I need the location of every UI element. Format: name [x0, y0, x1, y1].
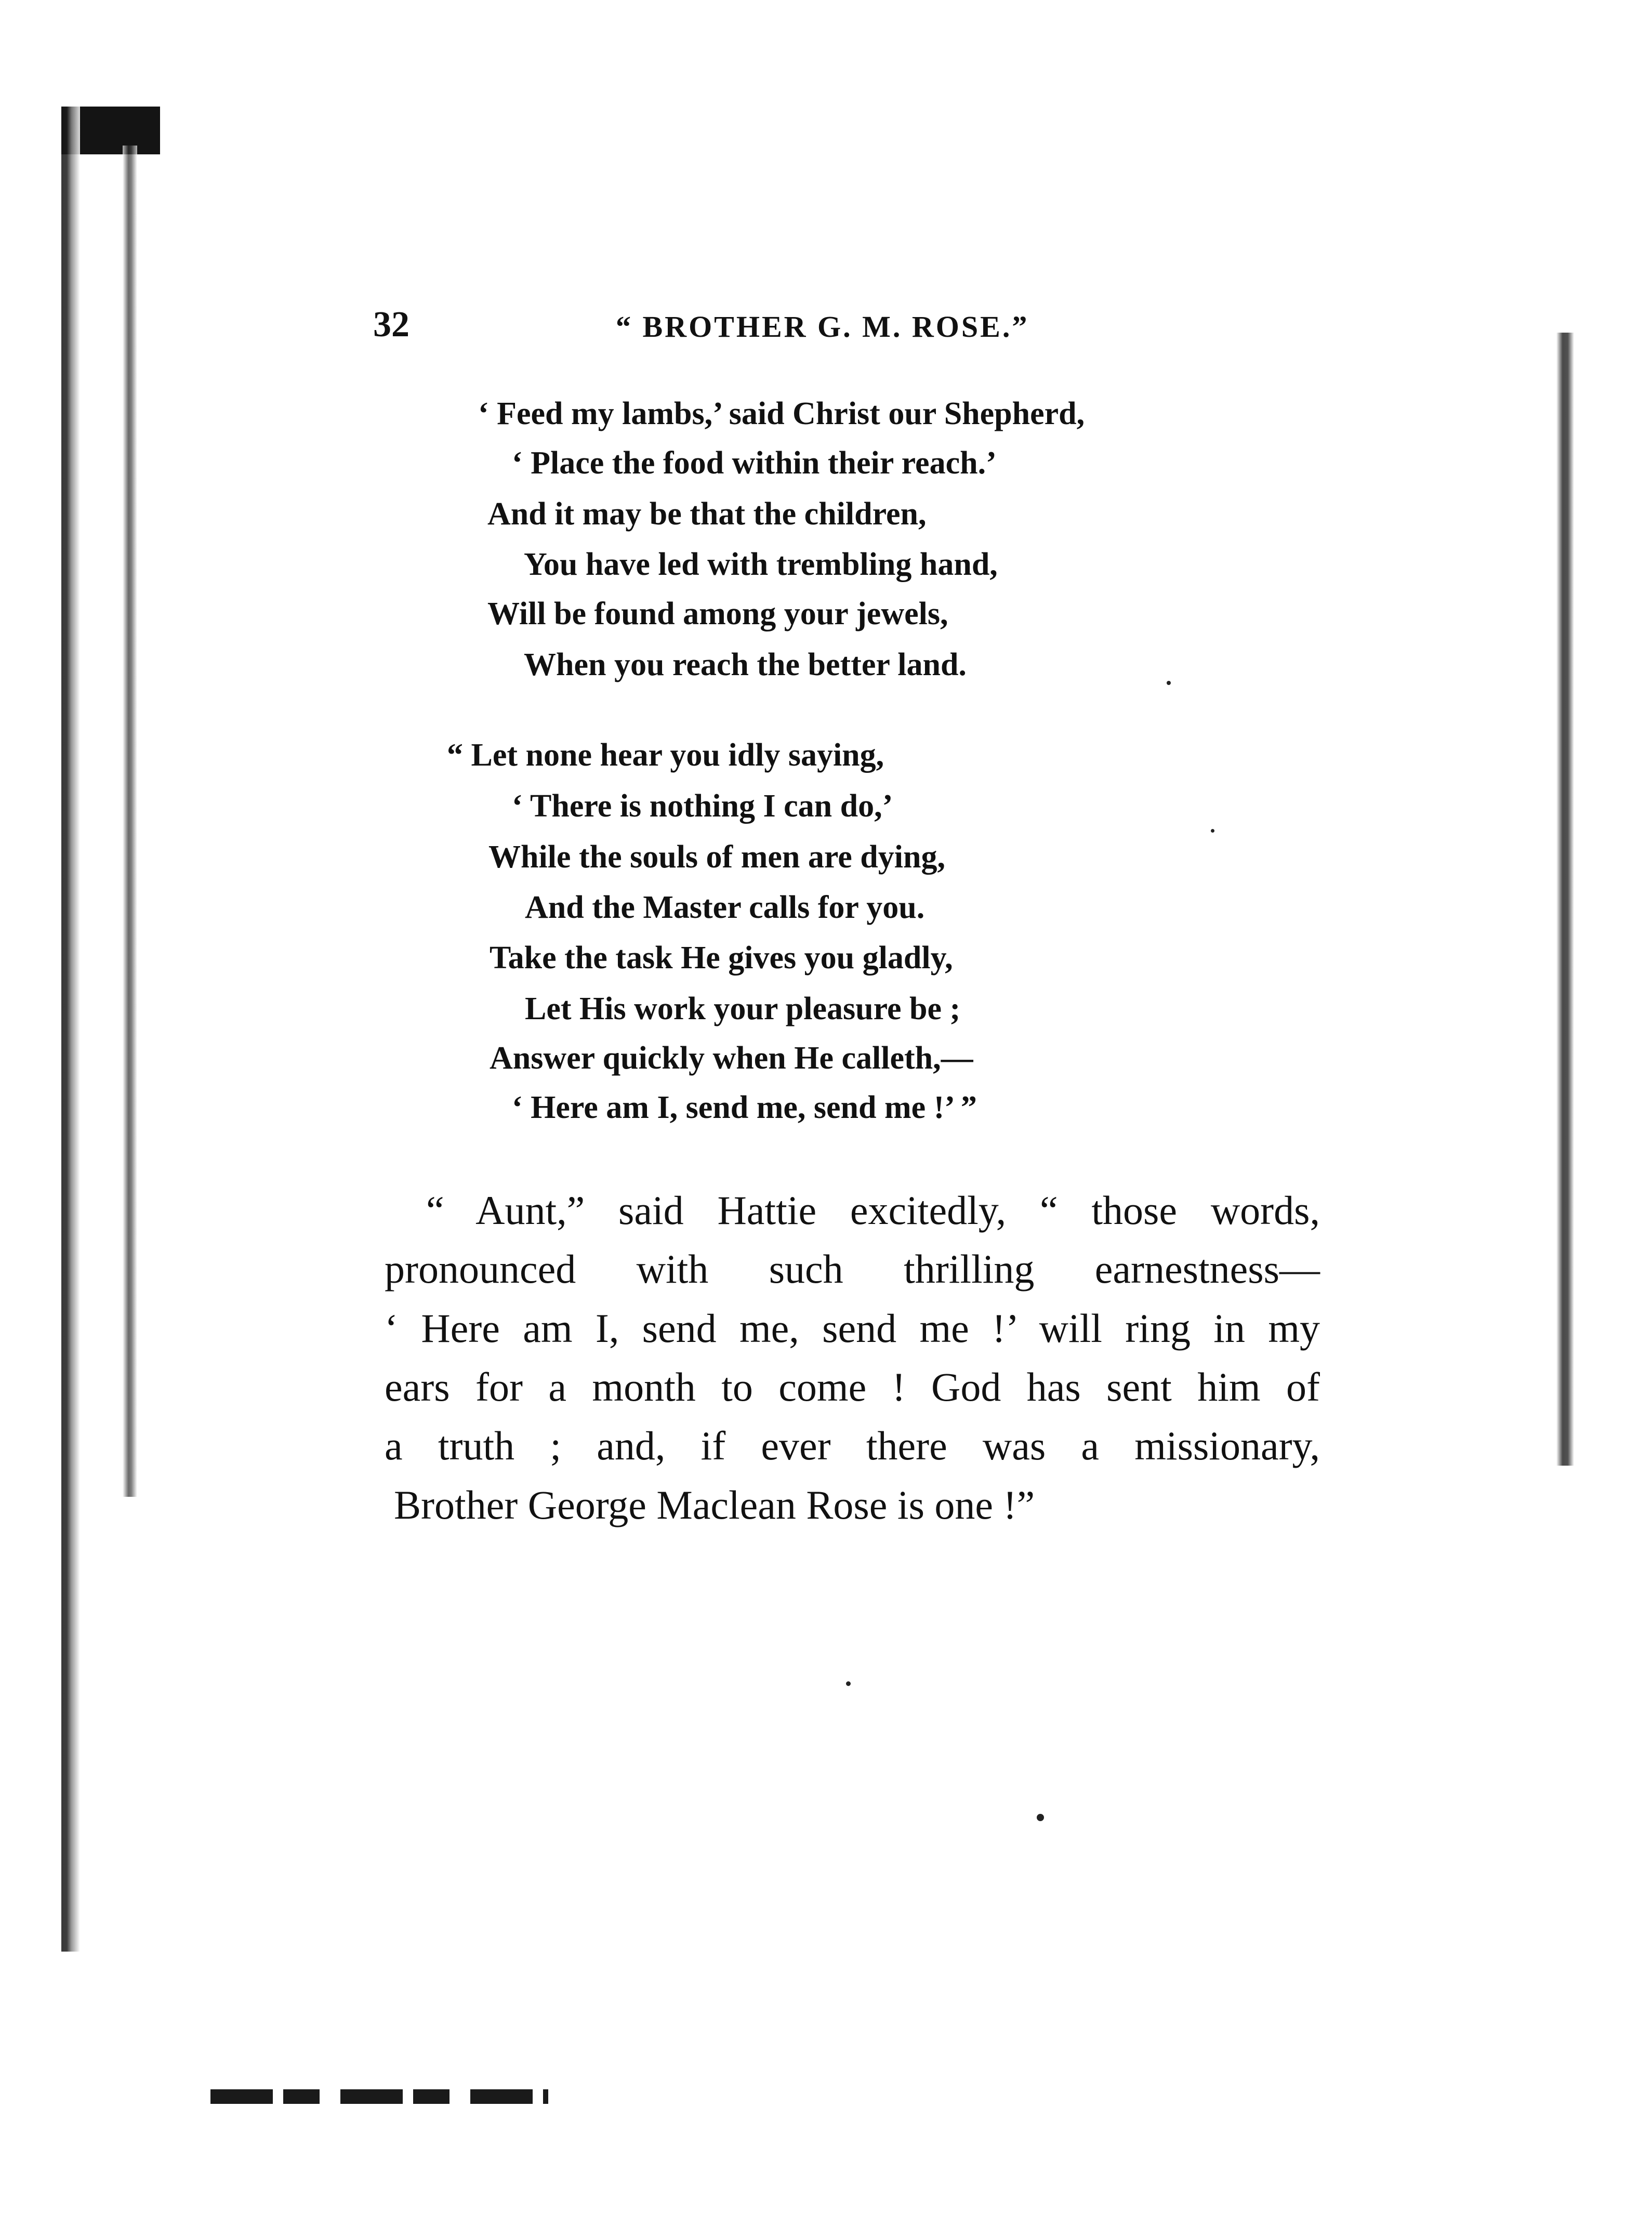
- running-head: “ BROTHER G. M. ROSE.”: [616, 310, 1029, 344]
- verse-line: ‘ Feed my lambs,’ said Christ our Shepherd,: [478, 396, 1085, 431]
- verse-line: ‘ Here am I, send me, send me !’ ”: [512, 1090, 977, 1125]
- verse-line: You have led with trembling hand,: [524, 547, 998, 582]
- verse-line: ‘ There is nothing I can do,’: [512, 788, 893, 824]
- scan-edge-right: [1556, 333, 1574, 1466]
- verse-line: And the Master calls for you.: [525, 890, 925, 925]
- prose-line: a truth ; and, if ever there was a missionary,: [385, 1423, 1320, 1468]
- prose-line: pronounced with such thrilling earnestness—: [385, 1246, 1320, 1292]
- scan-speck: [1211, 829, 1214, 833]
- prose-line: ‘ Here am I, send me, send me !’ will ring in my: [385, 1306, 1320, 1351]
- prose-line: “ Aunt,” said Hattie excitedly, “ those words,: [426, 1188, 1320, 1233]
- verse-line: Will be found among your jewels,: [487, 596, 948, 631]
- verse-line: “ Let none hear you idly saying,: [447, 737, 884, 773]
- scan-edge-left-inner: [123, 146, 137, 1497]
- scan-speck: [846, 1681, 851, 1686]
- verse-line: While the souls of men are dying,: [488, 839, 945, 875]
- verse-line: ‘ Place the food within their reach.’: [512, 445, 997, 481]
- scan-speck: [1167, 681, 1171, 685]
- verse-line: Take the task He gives you gladly,: [490, 940, 953, 976]
- verse-line: Answer quickly when He calleth,—: [490, 1041, 973, 1076]
- page-number: 32: [373, 305, 409, 345]
- prose-line: ears for a month to come ! God has sent him of: [385, 1364, 1320, 1410]
- verse-line: Let His work your pleasure be ;: [525, 991, 961, 1026]
- verse-line: When you reach the better land.: [524, 647, 967, 682]
- prose-line: Brother George Maclean Rose is one !”: [394, 1482, 1035, 1527]
- scan-edge-left: [61, 107, 80, 1952]
- verse-line: And it may be that the children,: [487, 496, 927, 532]
- scan-speck: [1037, 1814, 1044, 1821]
- scan-edge-bottom: [210, 2089, 548, 2104]
